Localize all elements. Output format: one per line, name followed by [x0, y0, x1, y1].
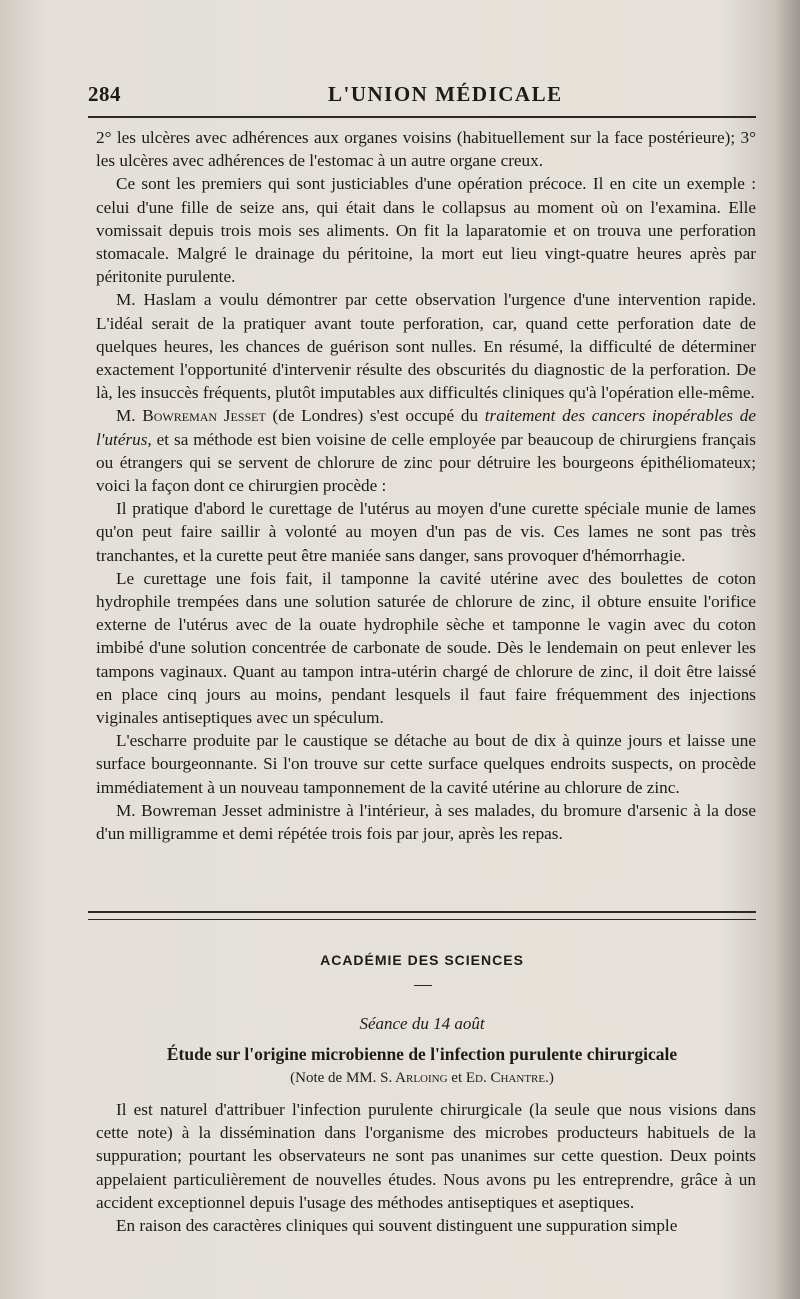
page-edge-shadow	[774, 0, 800, 1299]
title-dash	[414, 985, 432, 986]
author-name: S. Arloing	[380, 1070, 448, 1086]
paragraph: M. Haslam a voulu démontrer par cette observation l'urgence d'une intervention rapide. L'idéal serait de la pratiquer avant toute perforation, car, quand cette perforation date de quelques heures, les chances de guérison sont nulles. En résumé, la difficulté de déterminer exactement l'opportunité d'intervenir résulte des obscurités du diagnostic de la perforation. De là, les insuccès fréquents, plutôt imputables aux difficultés cliniques qu'à l'opération elle-même.	[96, 290, 756, 403]
running-title: L'UNION MÉDICALE	[328, 82, 563, 106]
section-title: ACADÉMIE DES SCIENCES	[320, 952, 524, 968]
paragraph: M. Bowreman Jesset administre à l'intérieur, à ses malades, du bromure d'arsenic à la dose d'un milligramme et demi répétée trois fois par jour, après les repas.	[96, 800, 756, 844]
session-date: Séance du 14 août	[359, 1014, 485, 1033]
note-text: .)	[545, 1070, 554, 1086]
article-body-continued	[96, 126, 756, 845]
article-body	[96, 1098, 756, 1237]
paragraph: Ce sont les premiers qui sont justiciables d'une opération précoce. Il en cite un exemple : celui d'une fille de seize ans, qui était dans le collapsus au moment où on l'examina. Elle vomissait depuis trois mois ses aliments. On fit la laparatomie et on trouva une perforation stomacale. Malgré le drainage du péritoine, la mort eut lieu vingt-quatre heures après par péritonite purulente.	[96, 174, 756, 287]
page-header	[88, 80, 753, 114]
paragraph: Il pratique d'abord le curettage de l'utérus au moyen d'une curette spéciale munie de lames qu'on peut faire saillir à volonté au moyen d'un pas de vis. Ces lames ne sont pas très tranchantes, et la curette peut être maniée sans danger, sans provoquer d'hémorrhagie.	[96, 499, 756, 565]
author-name: Ed. Chantre	[465, 1070, 546, 1086]
section-separator	[88, 911, 756, 920]
paragraph	[96, 404, 756, 497]
italic-topic: traitement des cancers inopérables de l'utérus,	[96, 406, 756, 449]
text-run: (de Londres) s'est occupé du	[265, 406, 485, 426]
note-text: et	[447, 1070, 466, 1086]
paragraph: Il est naturel d'attribuer l'infection purulente chirurgicale (la seule que nous visions dans cette note) à la dissémination dans l'organisme des microbes producteurs habituels de la suppuration; pourtant les observateurs ne sont pas unanimes sur cette question. Deux points appelaient particulièrement de nouvelles études. Nous avons pu les entreprendre, grâce à un accident exceptionnel depuis l'usage des méthodes antiseptiques et aseptiques.	[96, 1100, 756, 1212]
note-text: (Note de MM.	[290, 1070, 381, 1086]
author-name: Bowreman Jesset	[142, 406, 266, 426]
article-title: Étude sur l'origine microbienne de l'infection purulente chirurgicale	[166, 1044, 678, 1064]
header-rule	[88, 116, 756, 118]
article-authors-note	[88, 1070, 756, 1087]
paragraph: L'escharre produite par le caustique se détache au bout de dix à quinze jours et laisse une surface bourgeonnante. Si l'on trouve sur cette surface quelques endroits suspects, on procède immédiatement à un nouveau tamponnement de la cavité utérine au chlorure de zinc.	[96, 731, 756, 797]
text-run: et sa méthode est bien voisine de celle employée par beaucoup de chirurgiens français ou étrangers qui se servent de chlorure de zinc pour détruire les bourgeons épithéliomateux; voici la façon dont ce chirurgien procède :	[96, 429, 756, 496]
paragraph: 2° les ulcères avec adhérences aux organes voisins (habituellement sur la face postérieure); 3° les ulcères avec adhérences de l'estomac à un autre organe creux.	[96, 128, 756, 171]
text-run: M.	[116, 406, 143, 426]
paragraph: Le curettage une fois fait, il tamponne la cavité utérine avec des boulettes de coton hydrophile trempées dans une solution saturée de chlorure de zinc, il obture ensuite l'orifice externe de l'utérus avec de la ouate hydrophile sèche et tamponne le vagin avec du coton imbibé d'une solution concentrée de carbonate de soude. Dès le lendemain on peut enlever les tampons vaginaux. Quant au tampon intra-utérin chargé de chlorure de zinc, il doit être laissé en place cinq jours au moins, pendant lesquels il faut faire fréquemment des injections viginales antiseptiques avec un spéculum.	[96, 568, 756, 728]
paragraph: En raison des caractères cliniques qui souvent distinguent une suppuration simple	[116, 1216, 678, 1236]
page-number: 284	[88, 82, 121, 106]
